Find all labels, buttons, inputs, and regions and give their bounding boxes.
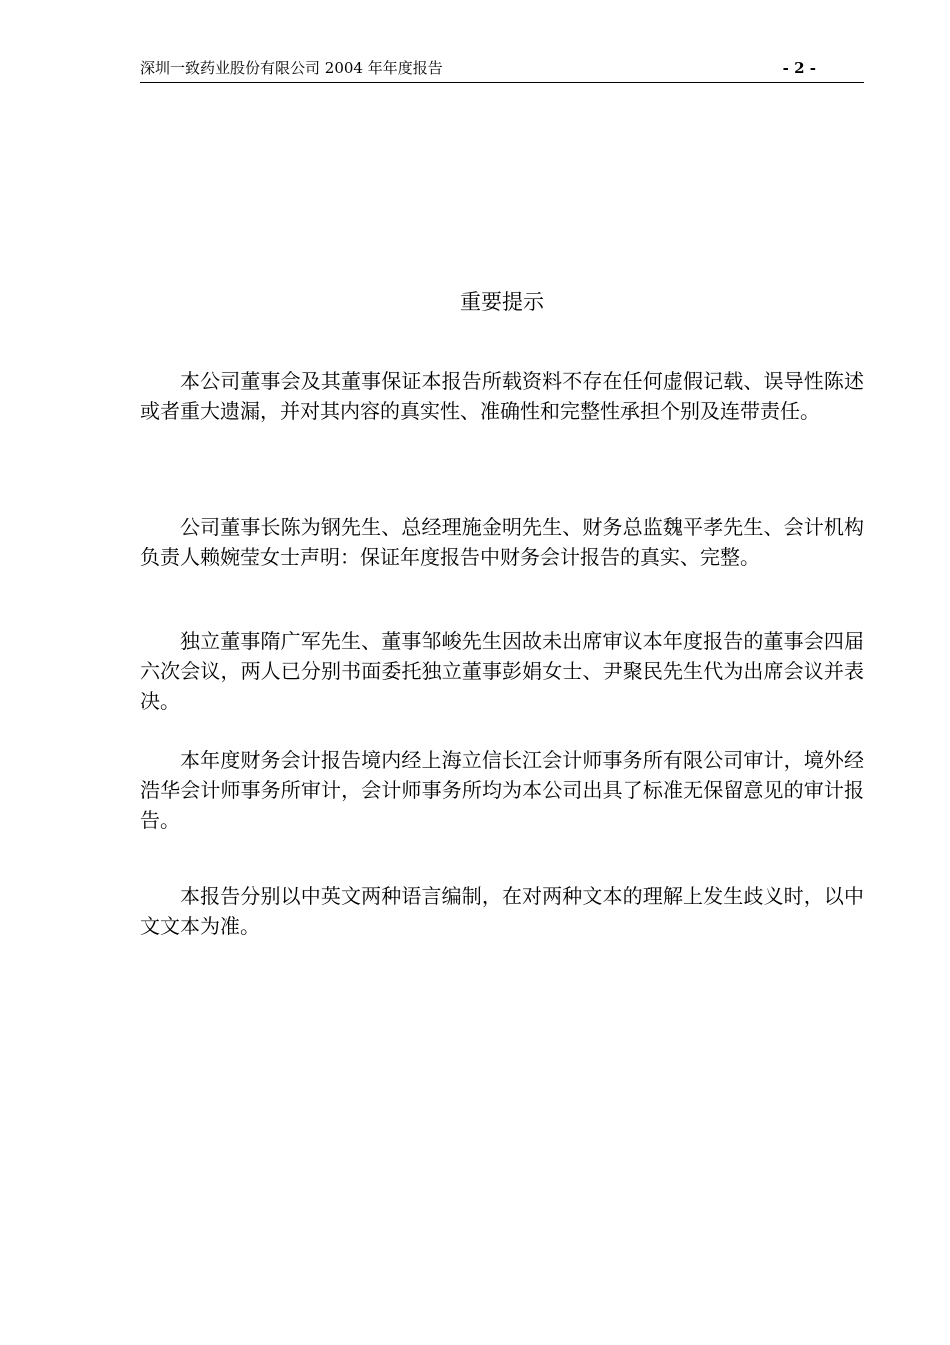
page-number: - 2 - xyxy=(782,59,816,77)
paragraph-board-guarantee: 本公司董事会及其董事保证本报告所载资料不存在任何虚假记载、误导性陈述或者重大遗漏，并对其内容的真实性、准确性和完整性承担个别及连带责任。 xyxy=(140,369,864,423)
paragraph-executives-statement: 公司董事长陈为钢先生、总经理施金明先生、财务总监魏平孝先生、会计机构负责人赖婉莹女士声明：保证年度报告中财务会计报告的真实、完整。 xyxy=(140,515,864,569)
paragraph-audit-opinion: 本年度财务会计报告境内经上海立信长江会计师事务所有限公司审计，境外经浩华会计师事务所审计，会计师事务所均为本公司出具了标准无保留意见的审计报告。 xyxy=(140,748,864,832)
header-title: 深圳一致药业股份有限公司 2004 年年度报告 xyxy=(140,59,443,77)
page-header xyxy=(140,58,864,83)
paragraph-absent-directors: 独立董事隋广军先生、董事邹峻先生因故未出席审议本年度报告的董事会四届六次会议，两人已分别书面委托独立董事彭娟女士、尹聚民先生代为出席会议并表决。 xyxy=(140,629,864,713)
section-title: 重要提示 xyxy=(460,290,544,314)
paragraph-language-versions: 本报告分别以中英文两种语言编制，在对两种文本的理解上发生歧义时，以中文文本为准。 xyxy=(140,884,864,938)
